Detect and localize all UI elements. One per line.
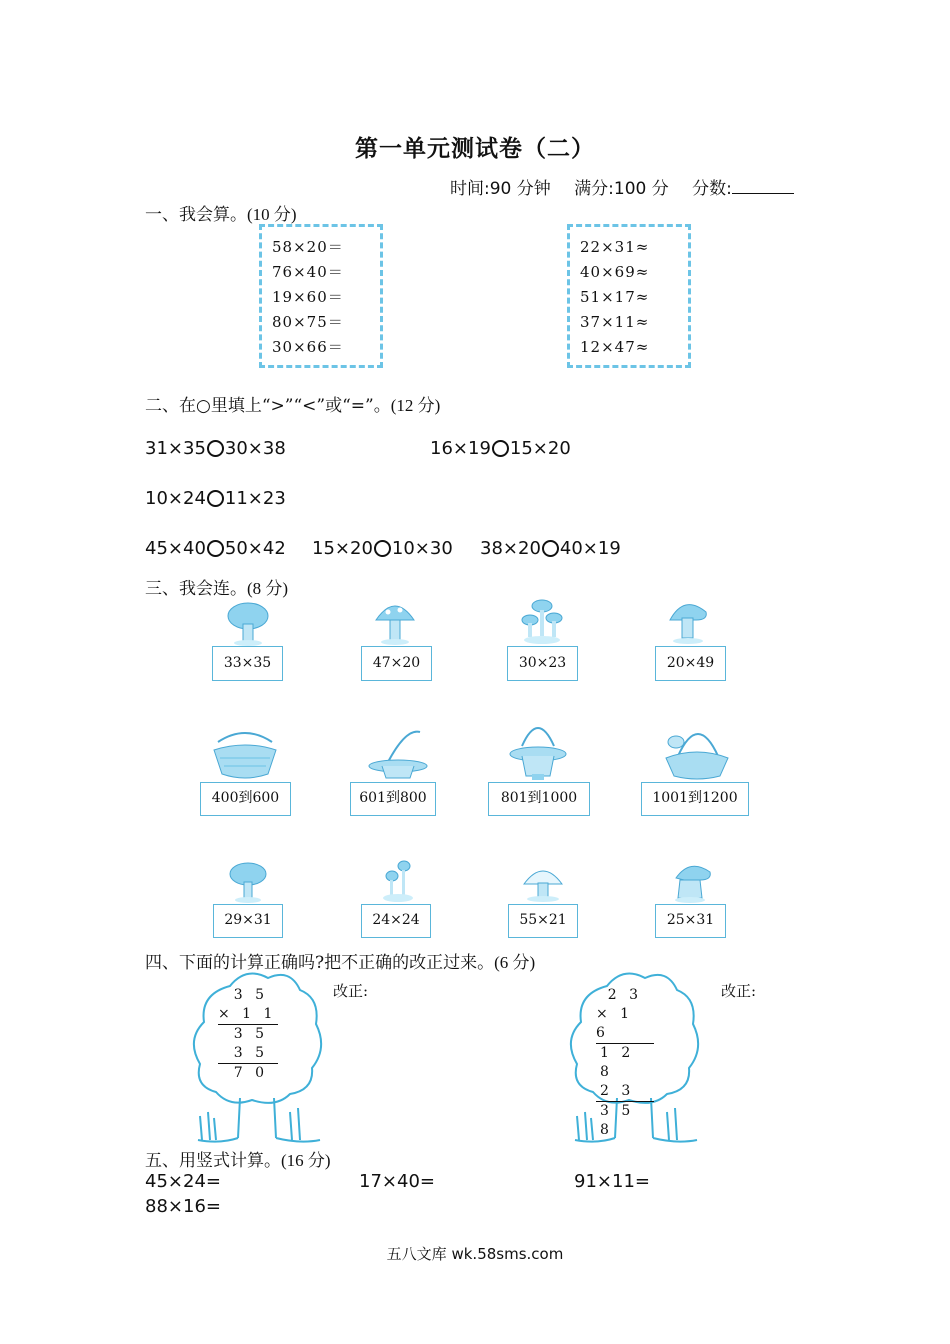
mushroom-cluster-icon <box>518 598 566 646</box>
compare-left: 45×40 <box>145 538 206 559</box>
section-1-title: 一、我会算。 <box>145 205 247 225</box>
estimate-item: 12×47≈ <box>580 338 650 356</box>
footer <box>0 1243 950 1264</box>
section-5-points: (16 分) <box>281 1151 331 1170</box>
multiplicand: 3 5 <box>233 987 268 1003</box>
compare-item <box>480 538 621 559</box>
mushroom-icon <box>226 600 270 646</box>
section-2-points: (12 分) <box>390 396 441 415</box>
section-3-heading <box>145 574 288 599</box>
section-4-points: (6 分) <box>494 953 536 972</box>
estimate-item: 37×11≈ <box>580 313 650 331</box>
compare-left: 16×19 <box>430 438 491 459</box>
mushroom-cluster-icon <box>378 860 418 904</box>
basket-range-1[interactable]: 400到600 <box>200 782 291 816</box>
compare-item <box>312 538 453 559</box>
correction-label-left: 改正: <box>333 982 369 1000</box>
calc-item: 30×66＝ <box>272 338 344 356</box>
mushroom-icon <box>228 860 268 904</box>
basket-range-4[interactable]: 1001到1200 <box>641 782 749 816</box>
label-bottom-4[interactable]: 25×31 <box>655 904 726 938</box>
vertical-calc-item: 88×16= <box>145 1196 221 1217</box>
section-1-points: (10 分) <box>247 205 297 224</box>
compare-left: 10×24 <box>145 488 206 509</box>
time-limit: 时间:90 分钟 <box>450 179 551 199</box>
compare-left: 38×20 <box>480 538 541 559</box>
section-3-title: 三、我会连。 <box>145 579 247 599</box>
compare-item <box>430 438 571 459</box>
compare-circle[interactable] <box>542 540 559 557</box>
estimate-item: 51×17≈ <box>580 288 650 306</box>
calc-box-exact <box>259 224 383 368</box>
footer-brand: 五八文库 <box>386 1245 447 1263</box>
label-top-3[interactable]: 30×23 <box>507 646 578 681</box>
section-2-heading <box>145 391 440 416</box>
basket-icon <box>210 730 280 782</box>
estimate-item: 40×69≈ <box>580 263 650 281</box>
partial-product: 2 3 <box>596 1082 654 1102</box>
compare-circle[interactable] <box>374 540 391 557</box>
section-3-points: (8 分) <box>247 579 289 598</box>
basket-icon <box>662 716 732 782</box>
compare-circle[interactable] <box>207 490 224 507</box>
estimate-item: 22×31≈ <box>580 238 650 256</box>
compare-right: 15×20 <box>509 438 571 459</box>
score-label: 分数: <box>692 179 732 199</box>
mushroom-icon <box>373 598 417 646</box>
section-4-title: 四、下面的计算正确吗?把不正确的改正过来。 <box>145 953 495 973</box>
basket-range-2[interactable]: 601到800 <box>350 782 436 816</box>
multiplicand: 2 3 <box>607 987 642 1003</box>
product: 7 0 <box>233 1065 268 1081</box>
vertical-calc-right <box>596 986 654 1140</box>
section-5-heading <box>145 1146 331 1171</box>
calc-item: 58×20＝ <box>272 238 344 256</box>
label-bottom-1[interactable]: 29×31 <box>213 904 283 938</box>
multiplier: × 1 1 <box>218 1005 278 1025</box>
calc-item: 80×75＝ <box>272 313 344 331</box>
partial-product: 3 5 <box>233 1026 268 1042</box>
calc-item: 76×40＝ <box>272 263 344 281</box>
label-top-1[interactable]: 33×35 <box>212 646 283 681</box>
vertical-calc-left <box>218 986 278 1083</box>
compare-item <box>145 488 286 509</box>
vertical-calc-item: 45×24= <box>145 1171 221 1192</box>
compare-item <box>145 438 286 459</box>
section-1-heading <box>145 200 297 225</box>
correction-label-right: 改正: <box>721 982 757 1000</box>
footer-url[interactable]: wk.58sms.com <box>451 1245 564 1263</box>
product: 3 5 8 <box>600 1103 635 1138</box>
compare-circle[interactable] <box>207 540 224 557</box>
compare-left: 31×35 <box>145 438 206 459</box>
compare-left: 15×20 <box>312 538 373 559</box>
full-score: 满分:100 分 <box>574 179 669 199</box>
compare-right: 30×38 <box>224 438 286 459</box>
label-top-4[interactable]: 20×49 <box>655 646 726 681</box>
section-2-title: 二、在○里填上“>”“<”或“=”。 <box>145 396 391 416</box>
mushroom-icon <box>666 598 712 646</box>
mushroom-icon <box>670 860 714 904</box>
vertical-calc-item: 91×11= <box>574 1171 650 1192</box>
partial-product: 3 5 <box>218 1044 278 1064</box>
basket-range-3[interactable]: 801到1000 <box>488 782 590 816</box>
compare-item <box>145 538 286 559</box>
compare-right: 10×30 <box>391 538 453 559</box>
exam-meta <box>450 174 812 199</box>
calc-box-estimate <box>567 224 691 368</box>
compare-right: 40×19 <box>559 538 621 559</box>
partial-product: 1 2 8 <box>600 1045 635 1080</box>
compare-right: 11×23 <box>224 488 286 509</box>
compare-right: 50×42 <box>224 538 286 559</box>
calc-item: 19×60＝ <box>272 288 344 306</box>
compare-circle[interactable] <box>207 440 224 457</box>
vertical-calc-item: 17×40= <box>359 1171 435 1192</box>
basket-icon <box>366 728 430 782</box>
label-top-2[interactable]: 47×20 <box>361 646 432 681</box>
multiplier: × 1 6 <box>596 1005 654 1044</box>
page-title: 第一单元测试卷（二） <box>355 135 595 162</box>
section-5-title: 五、用竖式计算。 <box>145 1151 281 1171</box>
basket-icon <box>508 716 568 782</box>
compare-circle[interactable] <box>492 440 509 457</box>
label-bottom-3[interactable]: 55×21 <box>508 904 578 938</box>
mushroom-icon <box>520 862 566 904</box>
score-blank[interactable] <box>732 177 794 194</box>
label-bottom-2[interactable]: 24×24 <box>361 904 431 938</box>
